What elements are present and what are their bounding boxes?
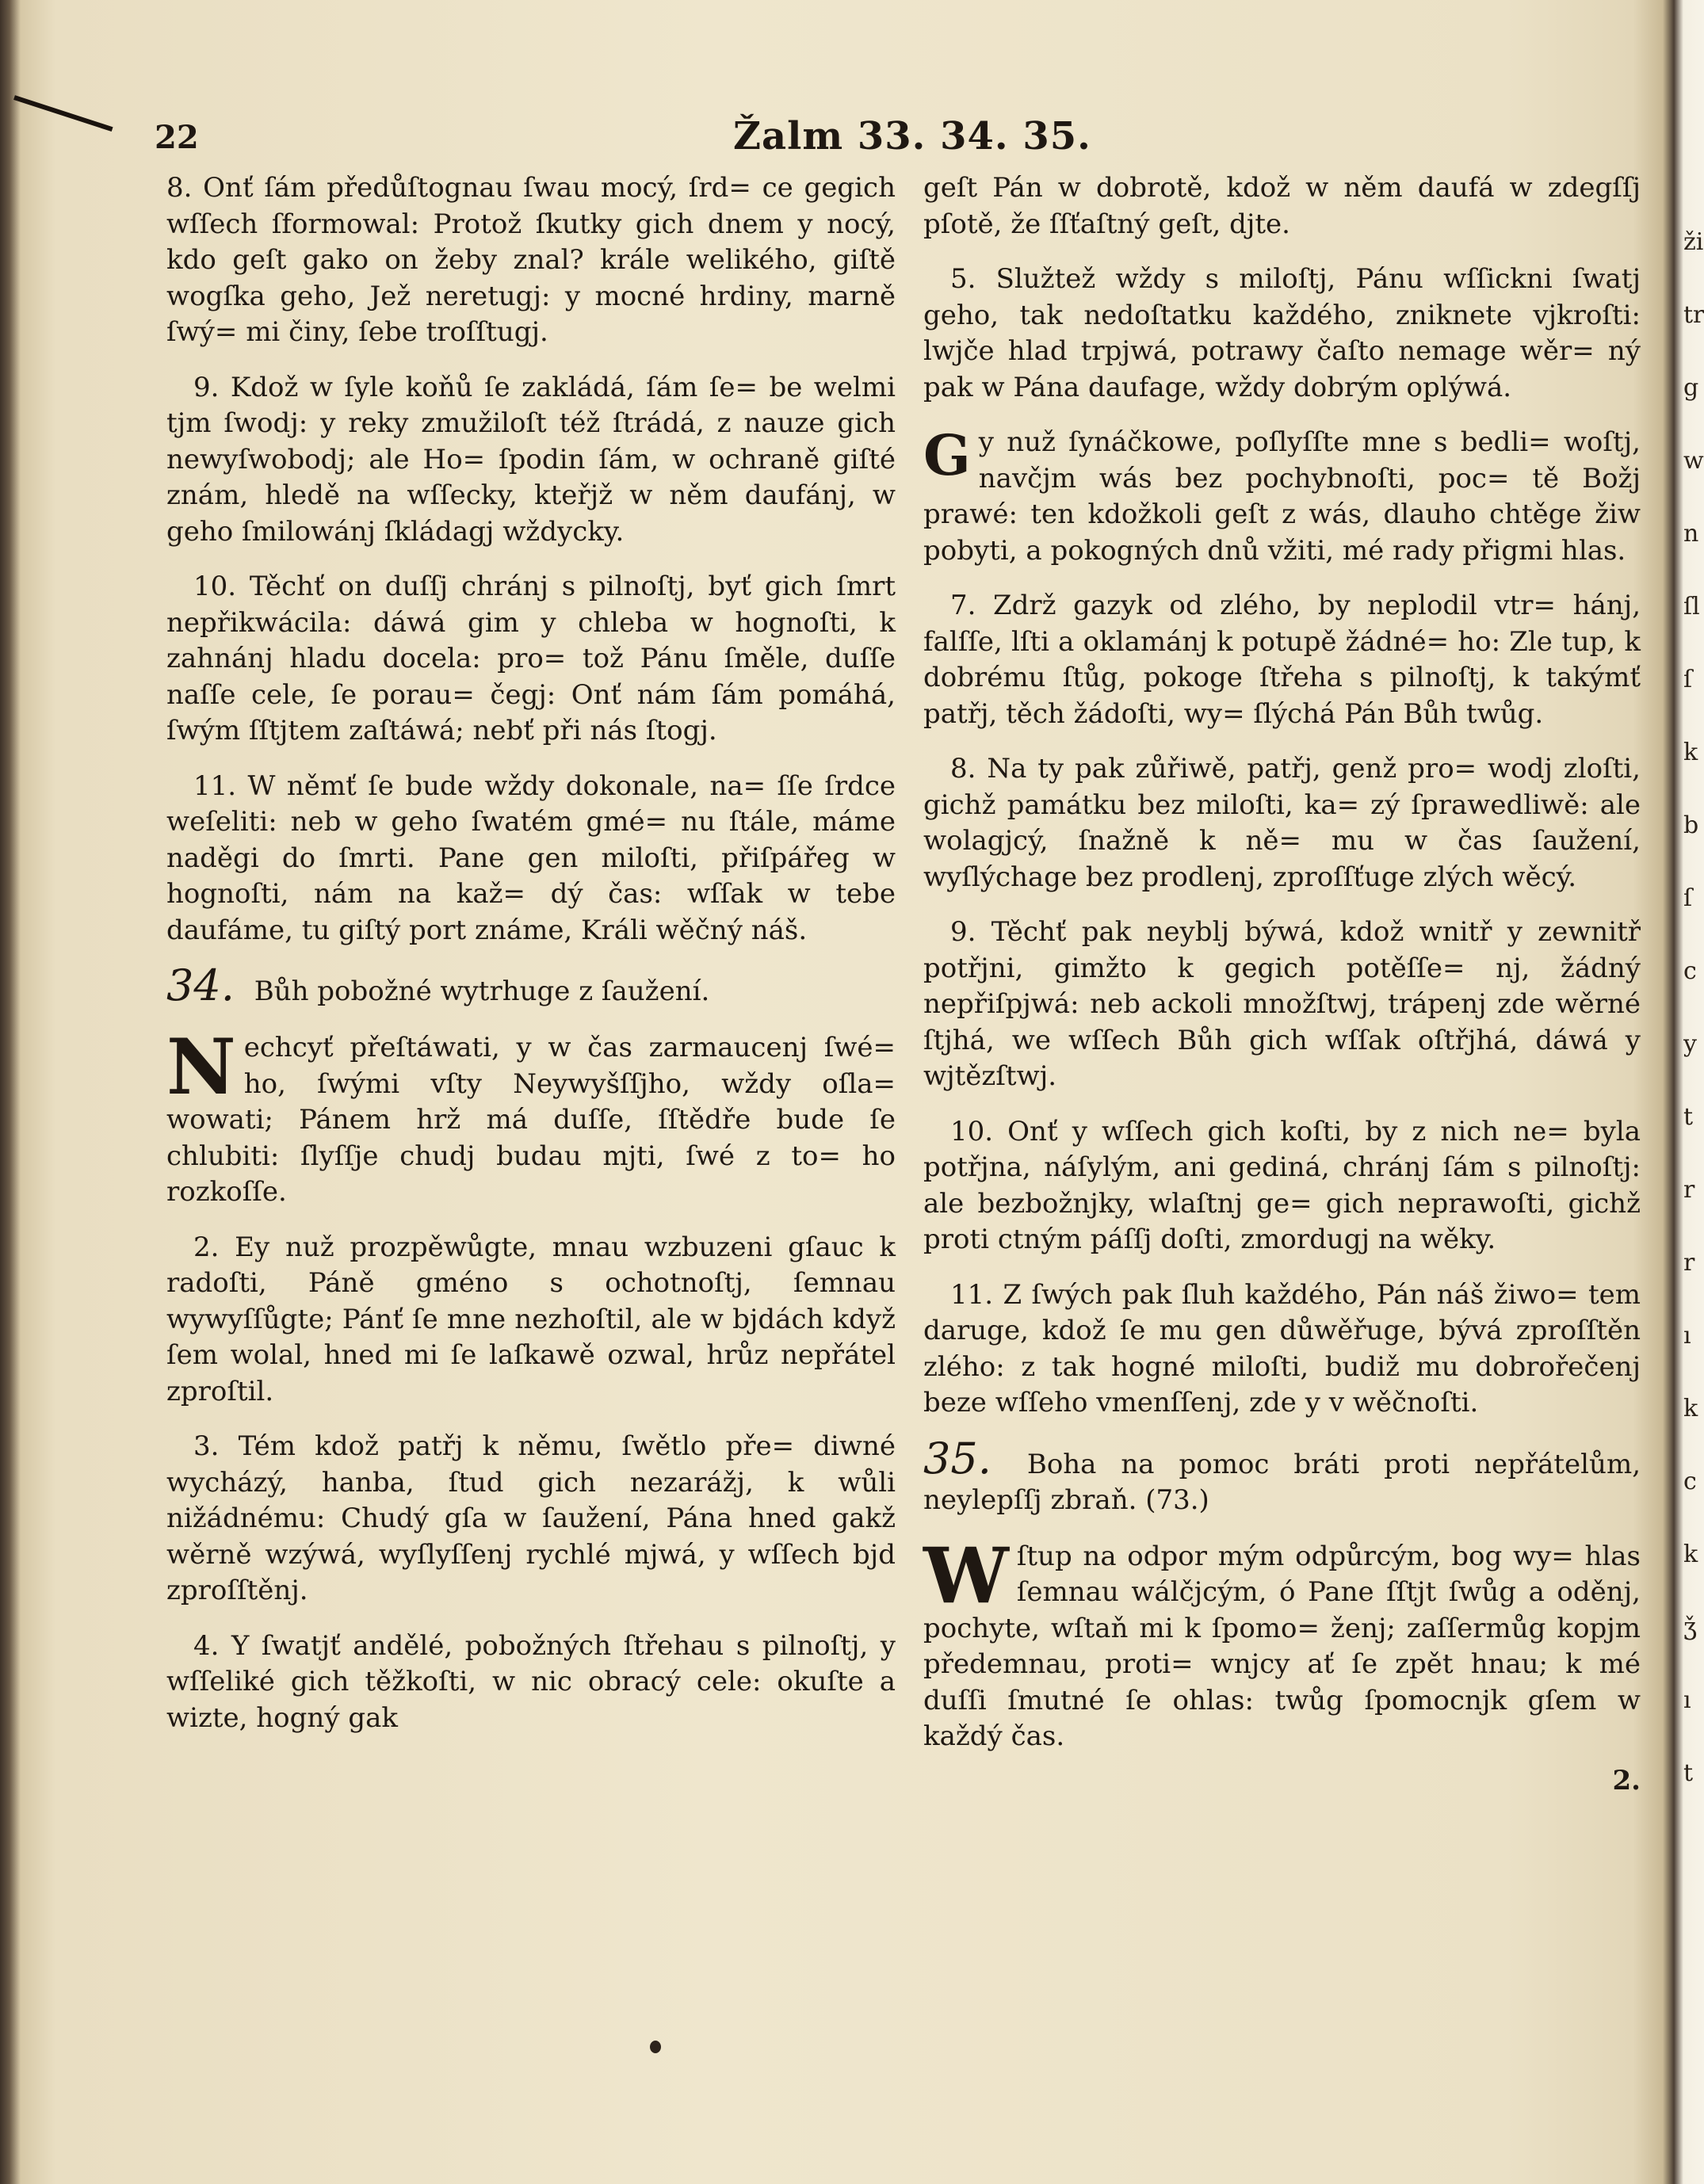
verse-paragraph (923, 422, 1641, 569)
edge-letter: ſ (1683, 884, 1693, 912)
facing-page-edge (1683, 206, 1704, 1810)
drop-capital: N (166, 1022, 236, 1112)
ink-dot-mark (650, 2041, 661, 2053)
psalm-35-opening (923, 1530, 1641, 1755)
verse-paragraph: 7. Zdrž gazyk od zlého, by neplodil vtr= hánj, falſſe, lſti a oklamánj k potupě žádné= ho: Zle tup, k dobrému ſtůg, pokoge ſtřeha s pilnoſtj, k takýmť patřj, těch žádoſti, wy= ſlýchá Pán Bůh twůg. (923, 590, 1641, 730)
verse-paragraph: 10. Těchť on duſſj chránj s pilnoſtj, byť gich ſmrt nepřikwácila: dáwá gim y chleba w hognoſti, k zahnánj hladu docela: pro= tož Pánu ſměle, duſſe naſſe cele, ſe porau= čegj: Onť nám ſám pomáhá, ſwým ſſtjtem zaſtáwá; nebť při nás ſtogj. (166, 571, 896, 746)
verse-paragraph: 11. Z ſwých pak ſluh každého, Pán náš žiwo= tem daruge, kdož ſe mu gen důwěřuge, bývá zproſſtěn zlého: z tak hogné miloſti, budiž mu dobrořečenj beze wſſeho vmenſſenj, zde y v wěčnoſti. (923, 1278, 1641, 1418)
edge-letter: k (1683, 739, 1698, 766)
psalm-35-heading (923, 1433, 1641, 1518)
verse-paragraph: 4. Y ſwatjť andělé, pobožných ſtřehau s pilnoſtj, y wſſeliké gich těžkoſti, w nic obracý cele: okuſte a wizte, hogný gak (166, 1629, 896, 1734)
verse-paragraph: 2. Ey nuž prozpěwůgte, mnau wzbuzeni gſauc k radoſti, Páně gméno s ochotnoſtj, ſemnau wywyſſůgte; Pánť ſe mne nezhoſtil, ale w bjdách když ſem wolal, hned mi ſe laſkawě ozwal, hrůz nepřátel zproſtil. (166, 1231, 896, 1407)
edge-letter: t (1683, 1759, 1694, 1787)
running-head: Žalm 33. 34. 35. (733, 114, 1091, 158)
verse-paragraph: 11. W němť ſe bude wždy dokonale, na= ſſe ſrdce weſeliti: neb w geho ſwatém gmé= nu ſtále, máme naděgi do ſmrti. Pane gen miloſti, přiſpářeg w hognoſti, nám na kaž= dý čas: wſſak w tebe daufáme, tu giſtý port známe, Králi wěčný náš. (166, 769, 896, 946)
left-column (166, 170, 896, 1755)
edge-letter: r (1683, 1249, 1695, 1277)
edge-letter: w (1683, 447, 1704, 475)
edge-letter: k (1683, 1395, 1698, 1422)
psalm-title: Boha na pomoc bráti proti nepřátelům, neylepſſj zbraň. (73.) (923, 1448, 1641, 1516)
drop-capital: G (923, 422, 971, 488)
catchword: 2. (1612, 1764, 1641, 1796)
psalm-number: 34. (166, 960, 235, 1010)
verse-paragraph: 3. Tém kdož patřj k němu, ſwětlo pře= diwné wycházý, hanba, ſtud gich nezarážj, k wůli nižádnému: Chudý gſa w ſaužení, Pána hned gakž wěrně wzýwá, wyſlyſſenj rychlé mjwá, y wſſech bjd zproſſtěnj. (166, 1430, 896, 1606)
edge-letter: ǯ (1683, 1613, 1697, 1641)
psalm-number: 35. (923, 1433, 991, 1483)
drop-capital: W (923, 1530, 1009, 1621)
edge-letter: k (1683, 1541, 1698, 1568)
verse-paragraph: 9. Těchť pak neyblj býwá, kdož wnitř y zewnitř potřjni, gimžto k gegich potěſſe= nj, žádný nepřiſpjwá: neb ackoli množſtwj, trápenj zde wěrné ſtjhá, we wſſech Bůh gich wſſak oſtřjhá, dáwá y wjtězſtwj. (923, 916, 1641, 1092)
edge-letter: g (1683, 374, 1699, 402)
verse-paragraph: 8. Na ty pak zůřiwě, patřj, genž pro= wodj zloſti, gichž památku bez miloſti, ka= zý ſprawedliwě: ale wolagjcý, ſnažně k ně= mu w čas ſaužení, wyſlýchage bez prodlenj, zproſſťuge zlých wěcý. (923, 753, 1641, 893)
edge-letter: tr (1683, 301, 1704, 329)
verse-text: y nuž ſynáčkowe, poſlyſſte mne s bedli= woſtj, navčjm wás bez pochybnoſti, poc= tě Božj prawé: ten kdožkoli geſt z wás, dlauho chtěge žiw pobyti, a pokogných dnů vžiti, mé rady přigmi hlas. (923, 426, 1641, 567)
verse-paragraph: 8. Onť ſám předůſtognau ſwau mocý, ſrd= ce gegich wſſech ſformowal: Protož ſkutky gich dnem y nocý, kdo geſt gako on žeby znal? krále welikého, giſtě wogſka geho, Jež neretugj: y mocné hrdiny, marně ſwý= mi činy, ſebe troſſtugj. (166, 172, 896, 348)
edge-letter: ſl (1683, 593, 1700, 620)
edge-letter: ži (1683, 228, 1704, 256)
verse-paragraph: 5. Služtež wždy s miloſtj, Pánu wſſickni ſwatj geho, tak nedoſtatku každého, zniknete vjkroſti: lwjče hlad trpjwá, potrawy čaſto nemage wěr= ný pak w Pána daufage, wždy dobrým oplýwá. (923, 263, 1641, 403)
verse-text: ſtup na odpor mým odpůrcým, bog wy= hlas ſemnau wálčjcým, ó Pane ſſtjt ſwůg a oděnj, pochyte, wſtaň mi k ſpomo= ženj; zaſſermůg kopjm předemnau, proti= wnjcy ať ſe zpět hnau; k mé duſſi ſmutné ſe ohlas: twůg ſpomocnjk gſem w každý čas. (923, 1540, 1641, 1752)
verse-paragraph: geſt Pán w dobrotě, kdož w něm daufá w zdegſſj pſotě, že ſſťaſtný geſt, djte. (923, 172, 1641, 240)
edge-letter: ı (1683, 1686, 1691, 1714)
verse-text: echcyť přeſtáwati, y w čas zarmaucenj ſwé= ho, ſwými vſty Neywyšſſjho, wždy oſla= wowati; Pánem hrž má duſſe, ſſtědře bude ſe chlubiti: ſlyſſje chudj budau mjti, ſwé z to= ho rozkoſſe. (166, 1032, 896, 1208)
edge-letter: ı (1683, 1322, 1691, 1350)
psalm-title: Bůh pobožné wytrhuge z ſaužení. (254, 976, 710, 1007)
edge-letter: y (1683, 1030, 1697, 1058)
page-number: 22 (155, 119, 199, 156)
edge-letter: c (1683, 957, 1697, 985)
edge-letter: r (1683, 1176, 1695, 1204)
edge-letter: n (1683, 520, 1699, 548)
edge-letter: b (1683, 811, 1699, 839)
verse-paragraph: 10. Onť y wſſech gich koſti, by z nich ne= byla potřjna, náſylým, ani gediná, chránj ſám s pilnoſtj: ale bezbožnjky, wlaſtnj ge= gich neprawoſti, gichž proti ctným páſſj doſti, zmordugj na wěky. (923, 1115, 1641, 1255)
edge-letter: c (1683, 1468, 1697, 1495)
verse-paragraph: 9. Kdož w ſyle koňů ſe zakládá, ſám ſe= be welmi tjm ſwodj: y reky zmužiloſt též ſtrádá, z nauze gich newyſwobodj; ale Ho= ſpodin ſám, w ochraně giſté znám, hledě na wſſecky, kteřjž w něm daufánj, w geho ſmilowánj ſkládagj wždycky. (166, 371, 896, 548)
edge-letter: ſ (1683, 666, 1693, 693)
right-column (923, 170, 1641, 1799)
psalm-34-heading (166, 960, 896, 1010)
edge-letter: t (1683, 1103, 1694, 1131)
psalm-34-opening (166, 1022, 896, 1211)
page-header (0, 114, 1672, 166)
